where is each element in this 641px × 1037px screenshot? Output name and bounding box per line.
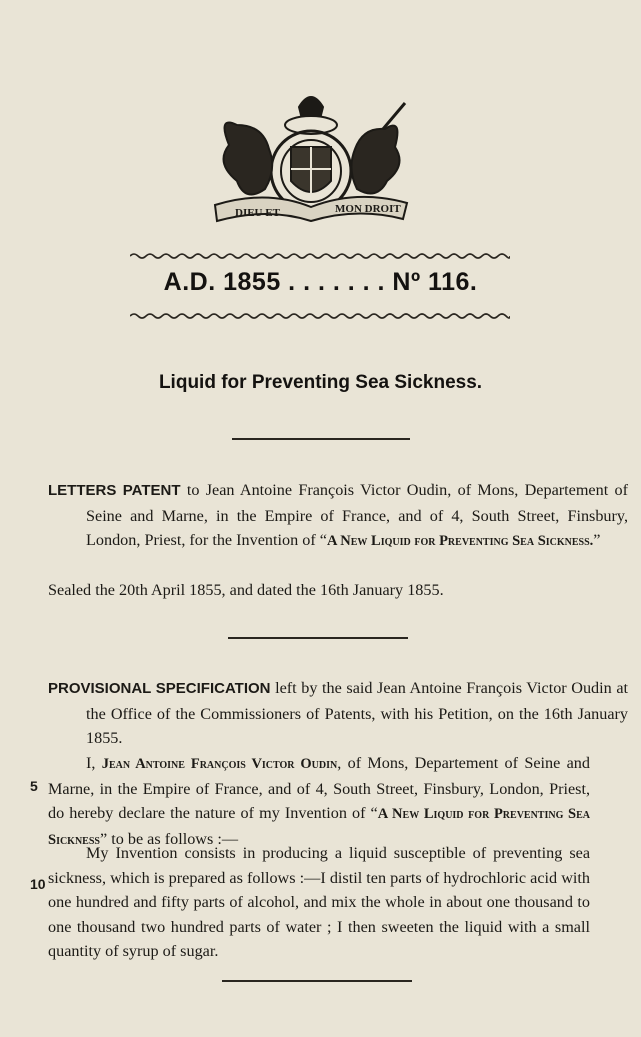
letters-patent-lead: LETTERS PATENT: [48, 482, 181, 499]
line-number-5: 5: [30, 778, 38, 794]
letters-patent-invention: A New Liquid for Preventing Sea Sickness.: [326, 533, 594, 549]
motto-left: DIEU ET: [235, 207, 280, 219]
declaration-text-3: ” to be as follows :—: [99, 829, 239, 848]
royal-coat-of-arms-icon: [207, 85, 415, 223]
provisional-lead: PROVISIONAL SPECIFICATION: [48, 680, 271, 697]
divider-3: [222, 980, 412, 982]
sealed-line: Sealed the 20th April 1855, and dated the 16th January 1855.: [48, 581, 444, 599]
divider-1: [232, 438, 410, 440]
declaration-invention: A New Liquid for Preventing Sea Sickness: [48, 806, 590, 848]
motto-right: MON DROIT: [335, 203, 401, 215]
document-title: Liquid for Preventing Sea Sickness.: [158, 372, 483, 393]
letters-patent-text-2: ”: [593, 531, 601, 549]
patent-number: Nº 116.: [392, 268, 478, 296]
wavy-rule-top: [130, 252, 510, 260]
wavy-rule-bottom: [130, 312, 510, 320]
declaration-paragraph: [48, 751, 590, 852]
year-label: A.D. 1855: [163, 268, 281, 296]
invention-paragraph: My Invention consists in producing a liquid susceptible of preventing sea sickness, which is prepared as follows :—I distil ten parts of hydrochloric acid with one hundred and fifty parts of alcohol, and mix the whole in about one thousand to one thousand two hundred parts of water ; I then sweeten the liquid with a small quantity of syrup of sugar.: [48, 844, 590, 960]
letters-patent-paragraph: [48, 478, 628, 554]
declaration-name: Jean Antoine François Victor Oudin: [101, 756, 338, 772]
declaration-text-2: , of Mons, Departement of Seine and Marne, in the Empire of France, and of 4, South Street, Finsbury, London, Priest, do hereby declare the nature of my Invention of “: [48, 754, 590, 822]
patent-heading: [0, 268, 641, 297]
letters-patent-text-1: to Jean Antoine François Victor Oudin, of Mons, Departement of Seine and Marne, in the Empire of France, and of 4, South Street, Finsbury, London, Priest, for the Invention of “: [86, 481, 628, 549]
provisional-text: left by the said Jean Antoine François Victor Oudin at the Office of the Commissioners of Patents, with his Petition, on the 16th January 1855.: [86, 679, 628, 747]
dot-leader: . . . . . . .: [288, 268, 385, 296]
provisional-paragraph: [48, 676, 628, 751]
divider-2: [228, 637, 408, 639]
declaration-text-1: I,: [86, 754, 102, 772]
line-number-10: 10: [30, 876, 46, 892]
